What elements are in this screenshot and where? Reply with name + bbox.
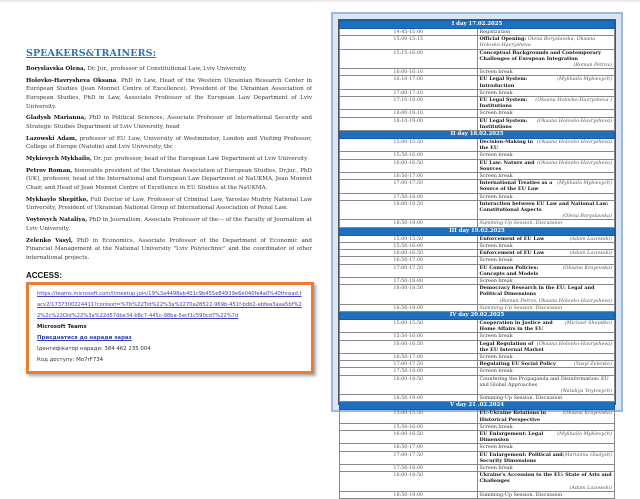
session-title: Decision-Making in the EU — [479, 139, 534, 152]
session-cell — [477, 200, 615, 220]
session-title: International Treaties as a Source of the EU Law — [479, 180, 553, 193]
session-cell — [477, 220, 615, 227]
schedule-row — [340, 139, 615, 152]
session-speaker: (Vasyl Zelenko) — [573, 361, 612, 368]
speaker-name: Boryslavska Olena, — [26, 66, 86, 72]
schedule-row — [340, 152, 615, 159]
session-cell — [477, 444, 615, 451]
speaker-entry — [26, 135, 312, 152]
session-title: EU Law: Nature and Sources — [479, 159, 535, 172]
day-header: I day 17.02.2025 — [340, 21, 615, 29]
schedule-row — [340, 277, 615, 284]
schedule-row — [340, 193, 615, 200]
schedule-row — [340, 235, 615, 242]
speaker-entry — [26, 155, 312, 164]
speaker-description: Full Doctor of Law, Professor of Criminal Law, Yaroslav Mudriy National Law University, President of Ukrainian National Group of International Association of Penal Law. — [26, 196, 312, 212]
session-speaker: (Oksana Holovko-Havrysheva ) — [535, 97, 612, 104]
session-time: 18:00-18:50 — [340, 472, 478, 492]
session-title: Summing-Up Session. Discussion — [479, 395, 563, 402]
schedule-row — [340, 464, 615, 471]
schedule-row — [340, 319, 615, 332]
schedule-row — [340, 36, 615, 49]
session-speaker: (Marianna Gladysh) — [562, 451, 612, 458]
session-cell — [477, 319, 615, 332]
session-time: 18:50-19:00 — [340, 220, 478, 227]
session-cell — [477, 277, 615, 284]
day-header: V day 21 .02.2024 — [340, 402, 615, 410]
session-cell — [477, 97, 615, 110]
session-cell — [477, 333, 615, 340]
session-title: Screen break — [479, 277, 513, 284]
schedule-row — [340, 304, 615, 311]
schedule-row — [340, 444, 615, 451]
session-time: 16:10-17:00 — [340, 76, 478, 89]
schedule-row — [340, 159, 615, 172]
session-title: EU Common Policies: Concepts and Models — [479, 264, 539, 277]
session-time: 17:50-18:00 — [340, 368, 478, 375]
schedule-row — [340, 375, 615, 395]
meeting-passcode: Код доступу: Mo7rF734 — [37, 357, 104, 364]
session-time: 17:00-17:50 — [340, 361, 478, 368]
session-cell — [477, 139, 615, 152]
session-cell — [477, 235, 615, 242]
meeting-id: Ідентифікатор наради: 384 462 235 004 — [37, 346, 151, 353]
session-title: Screen break — [479, 464, 513, 471]
session-title: Summing-Up Session. Discussion — [479, 304, 563, 311]
schedule-row — [340, 29, 615, 36]
session-title: Screen break — [479, 152, 513, 159]
speaker-description: , PhD in Law, Head of the Western Ukrainian Research Center in European Studies (Jean Monnet Centre of Excellence). President of the Ukrainian Association of European Studies, PhD in Law, Associate Professor of the European Law Department of Lviv University. — [26, 77, 312, 110]
session-title: Screen break — [479, 110, 513, 117]
session-title: Interaction between EU Law and National Law: Constitutional Aspects — [479, 200, 609, 214]
session-title: Screen break — [479, 242, 513, 249]
session-cell — [477, 29, 615, 36]
schedule-row — [340, 220, 615, 227]
day-header: II day 18.02.2025 — [340, 131, 615, 139]
session-title: Ukraine's Accession to the EU: State of Arts and Challenges — [479, 472, 612, 485]
session-title: Screen break — [479, 368, 513, 375]
session-time: 15:00-15:50 — [340, 139, 478, 152]
session-speaker: (Nataliya Voytovych) — [560, 387, 612, 394]
speaker-entry — [26, 77, 312, 111]
session-cell — [477, 257, 615, 264]
session-title: Screen break — [479, 444, 513, 451]
session-cell — [477, 36, 615, 49]
teams-meeting-link[interactable]: https://teams.microsoft.com/l/meetup-join/19%3a4498eb401c9b455e84939e6e040fe4a0%40thread.tacv2/1737300224411?context=%7b%22Tid%22%3a%2270a28522-969b-451f-bdb2-abfea3aaa5bf%22%2c%22Oid%22%3a%22d57dbe34-b8c7-445c-98ba-5ecf1c590cd7%22%7d — [37, 291, 302, 320]
speaker-name: Zelenko Vasyl, — [26, 237, 73, 244]
session-time: 17:00-17:10 — [340, 89, 478, 96]
session-title: Screen break — [479, 257, 513, 264]
schedule-row — [340, 333, 615, 340]
session-title: Enforcement of EU Law — [479, 250, 545, 257]
speaker-name: Lazowski Adam, — [26, 135, 77, 142]
session-speaker: (Oksana Holovko-Havrysheva) — [536, 139, 612, 146]
session-cell — [477, 152, 615, 159]
session-title: Registration — [479, 29, 511, 35]
schedule-row — [340, 180, 615, 193]
schedule-row — [340, 491, 615, 498]
session-speaker: (Oksana Holovko-Havrysheva) — [536, 117, 612, 124]
session-title: Legal Regulation of the EU Internal Market — [479, 340, 544, 353]
schedule-row — [340, 451, 615, 464]
session-speaker: (Mykhailo Mykievych) — [557, 430, 612, 437]
schedule-row — [340, 250, 615, 257]
session-cell — [477, 49, 615, 69]
session-time: 16:00-16:50 — [340, 430, 478, 443]
day-header-row — [340, 227, 615, 235]
session-time: 15:50-16:00 — [340, 242, 478, 249]
session-title: Screen break — [479, 423, 513, 430]
session-title: Screen break — [479, 353, 513, 360]
session-speaker: (Mykhailo Mykievych) — [557, 76, 612, 83]
session-title: Screen break — [479, 173, 513, 180]
session-time: 15:50-16:00 — [340, 152, 478, 159]
session-time: 15:00-15:15 — [340, 36, 478, 49]
day-header-row — [340, 311, 615, 319]
session-cell — [477, 76, 615, 89]
day-header-row — [340, 402, 615, 410]
speaker-description: PhD in Journalism, Associate Professor of the--- of the Faculty of Journalism at Lviv University — [26, 217, 312, 232]
session-title: EU Legal System: Institutions — [479, 97, 528, 110]
speaker-name: Gladysh Marianna, — [26, 115, 87, 122]
session-time: 15:00-15:50 — [340, 319, 478, 332]
session-title: Democracy Research in the EU: Legal and Political Dimensions — [479, 285, 595, 298]
session-cell — [477, 451, 615, 464]
session-time: 16:00-16:10 — [340, 69, 478, 76]
session-cell — [477, 423, 615, 430]
session-speaker: (Michael Shepitko) — [564, 319, 612, 326]
schedule-table-container — [338, 19, 616, 498]
session-time: 18:00-18:50 — [340, 200, 478, 220]
access-box — [26, 282, 314, 374]
session-title: Official Opening: — [479, 36, 527, 43]
session-title: Summing-Up Session. Discussion — [479, 220, 563, 227]
schedule-row — [340, 110, 615, 117]
session-cell — [477, 491, 615, 498]
session-time: 16:00-16:50 — [340, 340, 478, 353]
session-title: Regulating EU Social Policy — [479, 361, 556, 368]
session-cell — [477, 193, 615, 200]
schedule-row — [340, 368, 615, 375]
session-title: EU Legal System: Introduction — [479, 76, 528, 89]
speaker-description: Dr. jur. professor, head of the European Law Department at Lviv University — [91, 156, 308, 163]
day-header-row — [340, 131, 615, 139]
session-cell — [477, 430, 615, 443]
session-time: 15:50-16:00 — [340, 333, 478, 340]
session-cell — [477, 250, 615, 257]
session-time: 17:50-18:00 — [340, 464, 478, 471]
schedule-row — [340, 353, 615, 360]
schedule-frame — [331, 12, 623, 498]
session-time: 15:15-16:00 — [340, 49, 478, 69]
page-top-border — [0, 0, 640, 2]
session-title: Screen break — [479, 69, 513, 76]
speaker-entry — [26, 196, 312, 213]
session-speaker: (Mykhailo Mykievych) — [557, 180, 612, 187]
session-time: 18:00-18:50 — [340, 375, 478, 395]
schedule-row — [340, 340, 615, 353]
schedule-row — [340, 69, 615, 76]
session-time: 18:00-18:50 — [340, 285, 478, 305]
speaker-description: professor of EU Law, University of Westminster, London and Visiting Professor, College of Europe (Natolin) and Lviv University, tbc — [26, 135, 312, 151]
session-title: Conceptual Backgrounds and Contemporary Challenges of European Integration — [479, 49, 602, 62]
session-title: EU Enlargement: Legal Dimension — [479, 430, 544, 444]
schedule-row — [340, 361, 615, 368]
session-speaker: (Roman Petrov, Oksana Holovko-Havrysheva) — [499, 297, 612, 304]
session-cell — [477, 410, 615, 423]
speaker-description: Dr. Jur., professor of Constitutional Law, Lviv University — [85, 66, 247, 72]
session-time: 17:50-18:00 — [340, 277, 478, 284]
session-title: EU Enlargement: Political and Security Dimensions — [479, 451, 563, 464]
speaker-entry — [26, 65, 312, 74]
session-time: 16:50-17:00 — [340, 173, 478, 180]
session-cell — [477, 159, 615, 172]
schedule-row — [340, 410, 615, 423]
session-time: 16:50-17:00 — [340, 257, 478, 264]
session-speaker: Olena Boryslavska, Oksana Holovko-Havrysheva — [479, 36, 596, 49]
session-time: 17:00-17:50 — [340, 180, 478, 193]
session-cell — [477, 242, 615, 249]
session-time: 16:00-16:50 — [340, 250, 478, 257]
speaker-entry — [26, 237, 312, 263]
session-title: Countering the Propaganda and Disinformation: EU and Global Approaches — [479, 375, 609, 388]
session-cell — [477, 340, 615, 353]
schedule-row — [340, 472, 615, 492]
schedule-row — [340, 430, 615, 443]
schedule-row — [340, 173, 615, 180]
session-cell — [477, 368, 615, 375]
session-time: 16:50-17:00 — [340, 353, 478, 360]
speaker-entry — [26, 216, 312, 233]
session-title: Cooperation in Justice and Home Affairs in the EU — [479, 319, 553, 333]
speaker-entry — [26, 167, 312, 193]
speakers-page — [26, 48, 312, 374]
schedule-row — [340, 89, 615, 96]
session-title: Screen break — [479, 193, 513, 200]
session-speaker: (Oksana Krayevska) — [562, 264, 612, 271]
session-cell — [477, 353, 615, 360]
session-time: 17:00-17:50 — [340, 264, 478, 277]
speaker-name: Holovko-Havrysheva Oksana — [26, 77, 117, 84]
teams-label: Microsoft Teams — [37, 324, 87, 331]
session-cell — [477, 395, 615, 402]
session-time: 18:00-18:10 — [340, 110, 478, 117]
session-title: EU Legal System: Institutions — [479, 117, 528, 130]
schedule-row — [340, 76, 615, 89]
session-cell — [477, 375, 615, 395]
schedule-table — [339, 20, 615, 499]
schedule-row — [340, 257, 615, 264]
session-cell — [477, 285, 615, 305]
session-time: 18:10-19:00 — [340, 117, 478, 130]
session-cell — [477, 180, 615, 193]
session-time: 16:50-17:00 — [340, 444, 478, 451]
session-cell — [477, 173, 615, 180]
speaker-entry — [26, 114, 312, 131]
join-meeting-link[interactable]: Приєднатися до наради зараз — [37, 335, 132, 342]
day-header: IV day 20.02.2025 — [340, 311, 615, 319]
speaker-description: PhD in Economics, Associate Professor of the Department of Economic and Financial Management at the National University "Lviv Polytechnic" and the coordinator of other international projects. — [26, 237, 312, 261]
speakers-list — [26, 65, 312, 262]
session-time: 18:50-19:00 — [340, 395, 478, 402]
access-heading: ACCESS: — [26, 271, 63, 281]
session-cell — [477, 464, 615, 471]
session-time: 14:45-15:00 — [340, 29, 478, 36]
session-cell — [477, 117, 615, 130]
speaker-description: honorable president of the Ukrainian Association of European Studies, Dr.jur., PhD (UK), professor, head of the International and European Law Department of NaUKMA, Jean Monnet Chair, and Head of Jean Monnet Centre of Excellence in EU Studies at the NaUKMA. — [26, 167, 312, 192]
session-time: 17:10-18:00 — [340, 97, 478, 110]
session-speaker: (Oksana Holovko-Havrysheva) — [536, 159, 612, 166]
speaker-name: Voytovych Nataliya, — [26, 217, 88, 224]
session-title: Screen break — [479, 89, 513, 96]
session-cell — [477, 89, 615, 96]
schedule-row — [340, 264, 615, 277]
speakers-heading: SPEAKERS&TRAINERS: — [26, 48, 157, 59]
speaker-name: Mykhaylo Shepitko, — [26, 196, 89, 203]
schedule-row — [340, 49, 615, 69]
session-title: EU-Ukraine Relations in Historical Perspective — [479, 410, 547, 423]
speaker-description: PhD in Political Sciences, Associate Professor of International Security and Strategic Studies Department of Lviv University, head — [26, 115, 313, 130]
session-title: Enforcement of EU Law — [479, 235, 545, 242]
schedule-row — [340, 242, 615, 249]
session-cell — [477, 361, 615, 368]
session-time: 18:50-19:00 — [340, 491, 478, 498]
session-speaker: (Adam Lazowski) — [569, 235, 612, 242]
schedule-row — [340, 117, 615, 130]
session-time: 15:00-15:50 — [340, 410, 478, 423]
session-title: Summing-Up Session. Discussion — [479, 491, 563, 498]
session-cell — [477, 110, 615, 117]
session-speaker: (Adam Lazowski) — [569, 484, 612, 491]
session-cell — [477, 304, 615, 311]
session-time: 16:00-16:50 — [340, 159, 478, 172]
session-speaker: (Olena Boryslavska) — [562, 213, 612, 220]
session-speaker: (Oksana Krayevska) — [562, 410, 612, 417]
session-time: 15:00-15:50 — [340, 235, 478, 242]
session-time: 15:50-16:00 — [340, 423, 478, 430]
session-cell — [477, 69, 615, 76]
session-time: 17:50-18:00 — [340, 193, 478, 200]
schedule-row — [340, 97, 615, 110]
session-speaker: (Oksana Holovko-Havrysheva) — [536, 340, 612, 347]
speaker-name: Mykievych Mykhailo, — [26, 156, 92, 163]
session-title: Screen break — [479, 333, 513, 340]
schedule-row — [340, 200, 615, 220]
schedule-row — [340, 395, 615, 402]
session-speaker: (Adam Lazowski) — [569, 250, 612, 257]
session-cell — [477, 472, 615, 492]
session-cell — [477, 264, 615, 277]
session-time: 18:50-19:00 — [340, 304, 478, 311]
speaker-name: Petrov Roman, — [26, 167, 73, 174]
schedule-row — [340, 423, 615, 430]
schedule-row — [340, 285, 615, 305]
session-time: 17:00-17:50 — [340, 451, 478, 464]
session-speaker: (Roman Petrov) — [573, 62, 612, 69]
day-header: III day 19.02.2025 — [340, 227, 615, 235]
day-header-row — [340, 21, 615, 29]
